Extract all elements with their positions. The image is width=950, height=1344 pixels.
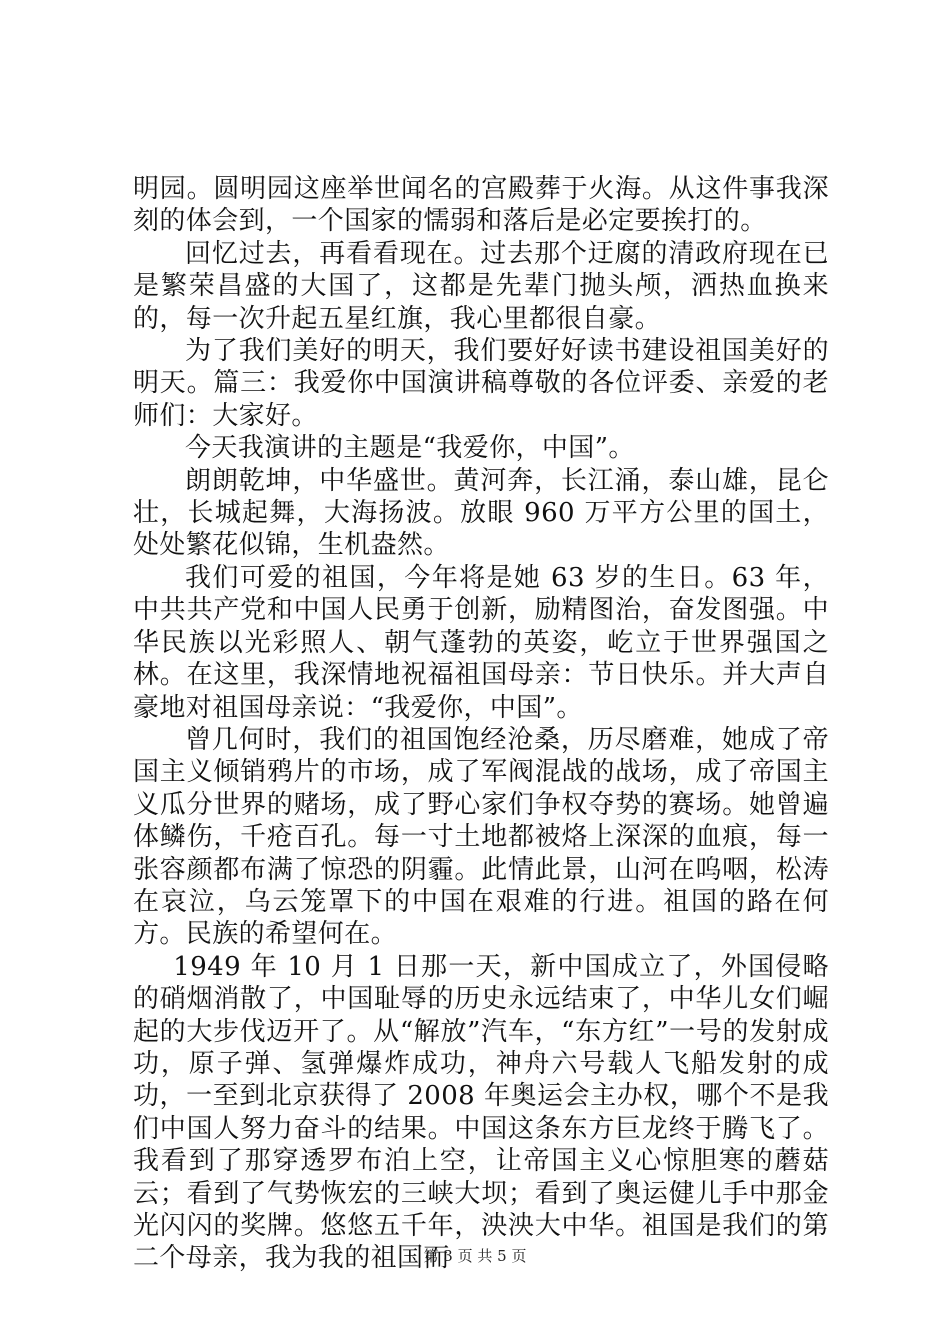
document-body — [133, 173, 829, 1275]
paragraph-3: 为了我们美好的明天，我们要好好读书建设祖国美好的明天。篇三：我爱你中国演讲稿尊敬的各位评委、亲爱的老师们：大家好。 — [133, 336, 829, 431]
paragraph-7: 曾几何时，我们的祖国饱经沧桑，历尽磨难，她成了帝国主义倾销鸦片的市场，成了军阀混战的战场，成了帝国主义瓜分世界的赌场，成了野心家们争权夺势的赛场。她曾遍体鳞伤，千疮百孔。每一寸土地都被烙上深深的血痕，每一张容颜都布满了惊恐的阴霾。此情此景，山河在呜咽，松涛在哀泣，乌云笼罩下的中国在艰难的行进。祖国的路在何方。民族的希望何在。 — [133, 724, 829, 950]
paragraph-6: 我们可爱的祖国，今年将是她 63 岁的生日。63 年，中共共产党和中国人民勇于创新，励精图治，奋发图强。中华民族以光彩照人、朝气蓬勃的英姿，屹立于世界强国之林。在这里，我深情地祝福祖国母亲：节日快乐。并大声自豪地对祖国母亲说：“我爱你，中国”。 — [133, 562, 829, 723]
paragraph-4: 今天我演讲的主题是“我爱你，中国”。 — [185, 433, 635, 464]
paragraph-2: 回忆过去，再看看现在。过去那个迂腐的清政府现在已是繁荣昌盛的大国了，这都是先辈门抛头颅，洒热血换来的，每一次升起五星红旗，我心里都很自豪。 — [133, 238, 829, 334]
paragraph-8: 1949 年 10 月 1 日那一天，新中国成立了，外国侵略的硝烟消散了，中国耻辱的历史永远结束了，中华儿女们崛起的大步伐迈开了。从“解放”汽车，“东方红”一号的发射成功，原子弹、氢弹爆炸成功，神舟六号载人飞船发射的成功，一至到北京获得了 2008 年奥运会主办权，哪个不是我们中国人努力奋斗的结果。中国这条东方巨龙终于腾飞了。我看到了那穿透罗布泊上空，让帝国主义心惊胆寒的蘑菇云；看到了气势恢宏的三峡大坝；看到了奥运健儿手中那金光闪闪的奖牌。悠悠五千年，泱泱大中华。祖国是我们的第二个母亲，我为我的祖国而 — [133, 951, 829, 1274]
paragraph-5: 朗朗乾坤，中华盛世。黄河奔，长江涌，泰山雄，昆仑壮，长城起舞，大海扬波。放眼 960 万平方公里的国土，处处繁花似锦，生机盎然。 — [133, 465, 829, 561]
page-number-footer: 第 3 页 共 5 页 — [423, 1247, 527, 1265]
paragraph-1: 明园。圆明园这座举世闻名的宫殿葬于火海。从这件事我深刻的体会到，一个国家的懦弱和落后是必定要挨打的。 — [133, 174, 829, 237]
